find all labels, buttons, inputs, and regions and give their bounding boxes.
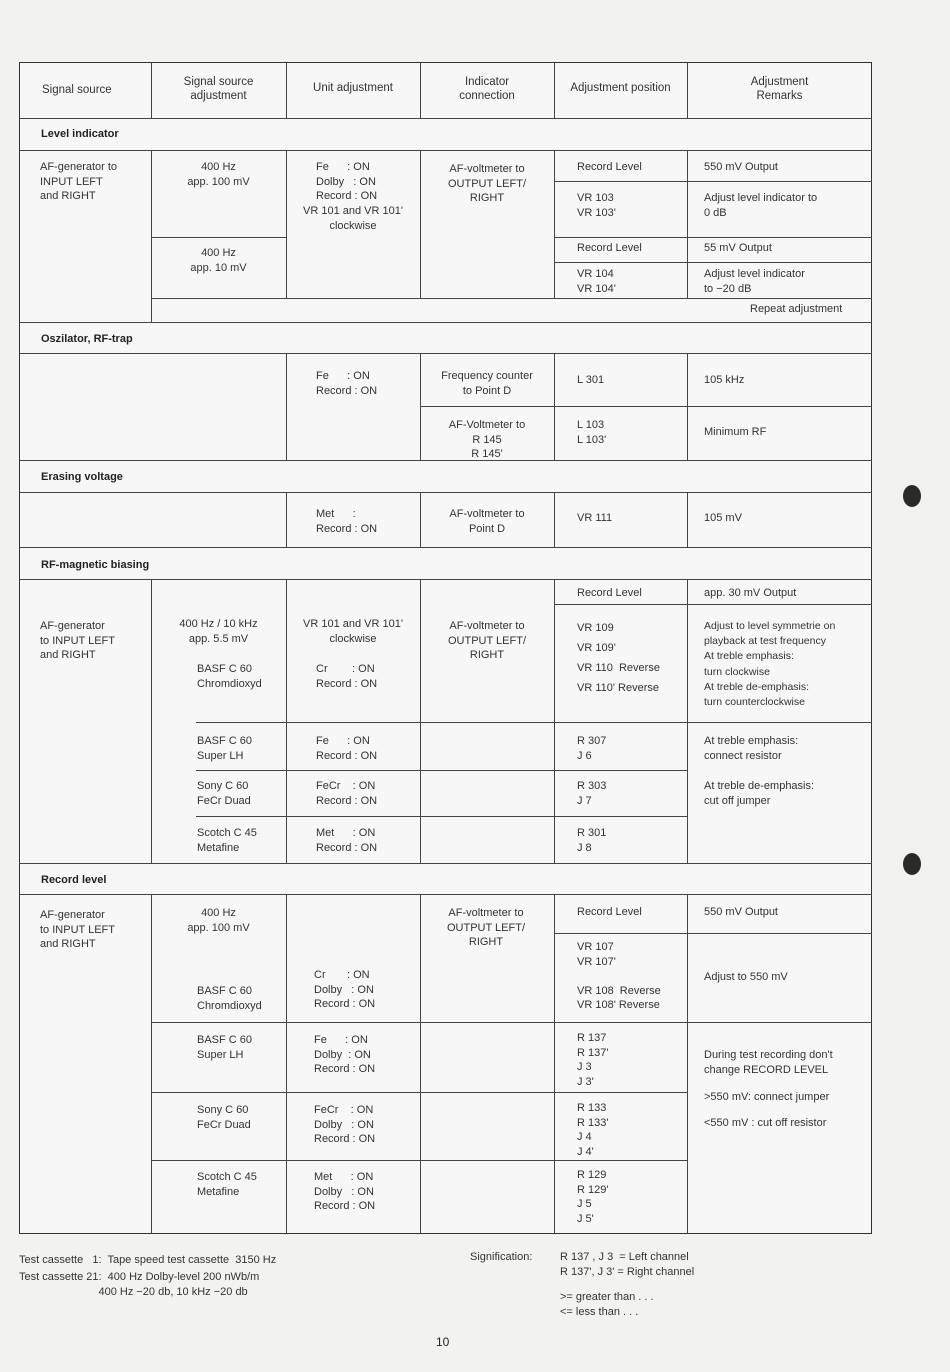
- bias-tape-4: Scotch C 45 Metafine: [197, 827, 257, 854]
- bias-tape-2: BASF C 60 Super LH: [197, 735, 253, 762]
- header-signal-source-adjustment: Signal source adjustment: [183, 76, 254, 102]
- level-remark-1: 550 mV Output: [704, 161, 778, 173]
- rec-remark-3: >550 mV: connect jumper: [704, 1091, 830, 1103]
- symbol-legend: >= greater than . . . <= less than . . .: [560, 1291, 654, 1318]
- level-remark-2: Adjust level indicator to 0 dB: [704, 192, 818, 219]
- level-remark-3: 55 mV Output: [704, 242, 772, 254]
- test-cassette-21: Test cassette 21: 400 Hz Dolby-level 200 nWb/m 400 Hz −20 db, 10 kHz −20 db: [19, 1271, 260, 1298]
- level-indicator-connection: AF-voltmeter to OUTPUT LEFT/ RIGHT: [447, 163, 527, 204]
- rec-remark-0: 550 mV Output: [704, 906, 778, 918]
- level-remark-4: Adjust level indicator to −20 dB: [704, 268, 805, 295]
- level-unit-settings: Fe : ON Dolby : ON Record : ON: [316, 161, 378, 202]
- erase-position: VR 111: [577, 512, 613, 524]
- bias-position-0: Record Level: [577, 587, 642, 599]
- level-adjustment-1: 400 Hz app. 100 mV: [187, 161, 250, 188]
- header-indicator-connection: Indicator connection: [459, 76, 515, 102]
- osc-position-1: L 301: [577, 374, 605, 386]
- level-signal-source: AF-generator to INPUT LEFT and RIGHT: [40, 161, 118, 202]
- binding-hole-mark: [903, 485, 921, 507]
- rec-position-1: VR 107 VR 107' VR 108 Reverse VR 108' Reverse: [577, 941, 661, 1011]
- header-unit-adjustment: Unit adjustment: [313, 82, 393, 94]
- rec-unit-3: FeCr : ON Dolby : ON Record : ON: [314, 1104, 376, 1145]
- rec-adjustment: 400 Hz app. 100 mV: [187, 907, 250, 934]
- osc-unit-settings: Fe : ON Record : ON: [316, 370, 378, 397]
- bias-remark-1: Adjust to level symmetrie on playback at test frequency At treble emphasis: turn clockwise At treble de-emphasis: turn counterclockwise: [704, 620, 836, 709]
- bias-position-3: R 303 J 7: [577, 780, 607, 807]
- page-number: 10: [436, 1335, 450, 1349]
- bias-tape-1: BASF C 60 Chromdioxyd: [197, 663, 262, 690]
- rec-remark-4: <550 mV : cut off resistor: [704, 1117, 827, 1129]
- osc-indicator-2: AF-Voltmeter to R 145 R 145': [448, 419, 526, 460]
- rec-remark-2: During test recording don't change RECORD LEVEL: [704, 1049, 833, 1076]
- osc-remark-2: Minimum RF: [704, 426, 767, 438]
- level-position-2: VR 103 VR 103': [577, 192, 616, 219]
- osc-position-2: L 103 L 103': [577, 419, 607, 446]
- rec-unit-2: Fe : ON Dolby : ON Record : ON: [314, 1034, 376, 1075]
- bias-position-1: VR 109 VR 109' VR 110 Reverse VR 110' Reverse: [577, 622, 660, 694]
- level-unit-vr: VR 101 and VR 101' clockwise: [303, 205, 403, 232]
- level-position-3: Record Level: [577, 242, 642, 254]
- header-signal-source: Signal source: [42, 84, 112, 96]
- bias-remark-0: app. 30 mV Output: [704, 587, 797, 599]
- bias-unit-4: Met : ON Record : ON: [316, 827, 378, 854]
- osc-indicator-1: Frequency counter to Point D: [441, 370, 533, 397]
- level-repeat-adjustment: Repeat adjustment: [750, 303, 843, 315]
- rec-tape-1: BASF C 60 Chromdioxyd: [197, 985, 262, 1012]
- bias-position-4: R 301 J 8: [577, 827, 607, 854]
- erase-indicator: AF-voltmeter to Point D: [449, 508, 525, 535]
- section-title-level-indicator: Level indicator: [41, 128, 119, 140]
- section-title-erasing-voltage: Erasing voltage: [41, 471, 123, 483]
- level-position-4: VR 104 VR 104': [577, 268, 616, 295]
- signification-text: R 137 , J 3 = Left channel R 137', J 3' = Right channel: [560, 1251, 695, 1278]
- rec-tape-3: Sony C 60 FeCr Duad: [197, 1104, 251, 1131]
- rec-unit-4: Met : ON Dolby : ON Record : ON: [314, 1171, 376, 1212]
- bias-remark-3: At treble de-emphasis: cut off jumper: [704, 780, 815, 807]
- rec-unit-1: Cr : ON Dolby : ON Record : ON: [314, 969, 376, 1010]
- level-position-1: Record Level: [577, 161, 642, 173]
- rec-indicator-connection: AF-voltmeter to OUTPUT LEFT/ RIGHT: [446, 907, 526, 948]
- bias-signal-source: AF-generator to INPUT LEFT and RIGHT: [40, 620, 115, 661]
- signification-label: Signification:: [470, 1251, 533, 1263]
- bias-adjustment: 400 Hz / 10 kHz app. 5.5 mV: [179, 618, 258, 645]
- bias-indicator-connection: AF-voltmeter to OUTPUT LEFT/ RIGHT: [447, 620, 527, 661]
- bias-remark-2: At treble emphasis: connect resistor: [704, 735, 799, 762]
- erase-remark: 105 mV: [704, 512, 742, 524]
- header-adjustment-position: Adjustment position: [570, 82, 671, 94]
- level-adjustment-2: 400 Hz app. 10 mV: [190, 247, 247, 274]
- bias-position-2: R 307 J 6: [577, 735, 607, 762]
- rec-position-2: R 137 R 137' J 3 J 3': [577, 1032, 609, 1088]
- section-title-rf-biasing: RF-magnetic biasing: [41, 559, 150, 571]
- rec-tape-2: BASF C 60 Super LH: [197, 1034, 253, 1061]
- rec-signal-source: AF-generator to INPUT LEFT and RIGHT: [40, 909, 115, 950]
- rec-position-3: R 133 R 133' J 4 J 4': [577, 1102, 609, 1158]
- binding-hole-mark: [903, 853, 921, 875]
- rec-tape-4: Scotch C 45 Metafine: [197, 1171, 257, 1198]
- rec-position-0: Record Level: [577, 906, 642, 918]
- bias-tape-3: Sony C 60 FeCr Duad: [197, 780, 251, 807]
- rec-remark-1: Adjust to 550 mV: [704, 971, 788, 983]
- bias-unit-3: FeCr : ON Record : ON: [316, 780, 378, 807]
- erase-unit-settings: Met : Record : ON: [316, 508, 378, 535]
- header-adjustment-remarks: Adjustment Remarks: [750, 76, 809, 102]
- osc-remark-1: 105 kHz: [704, 374, 745, 386]
- bias-unit-vr: VR 101 and VR 101' clockwise: [303, 618, 403, 645]
- bias-unit-1: Cr : ON Record : ON: [316, 663, 378, 690]
- rec-position-4: R 129 R 129' J 5 J 5': [577, 1169, 609, 1225]
- section-title-record-level: Record level: [41, 874, 107, 886]
- section-title-oscillator: Oszilator, RF-trap: [41, 333, 133, 345]
- bias-unit-2: Fe : ON Record : ON: [316, 735, 378, 762]
- test-cassette-1: Test cassette 1: Tape speed test cassette 3150 Hz: [19, 1254, 277, 1266]
